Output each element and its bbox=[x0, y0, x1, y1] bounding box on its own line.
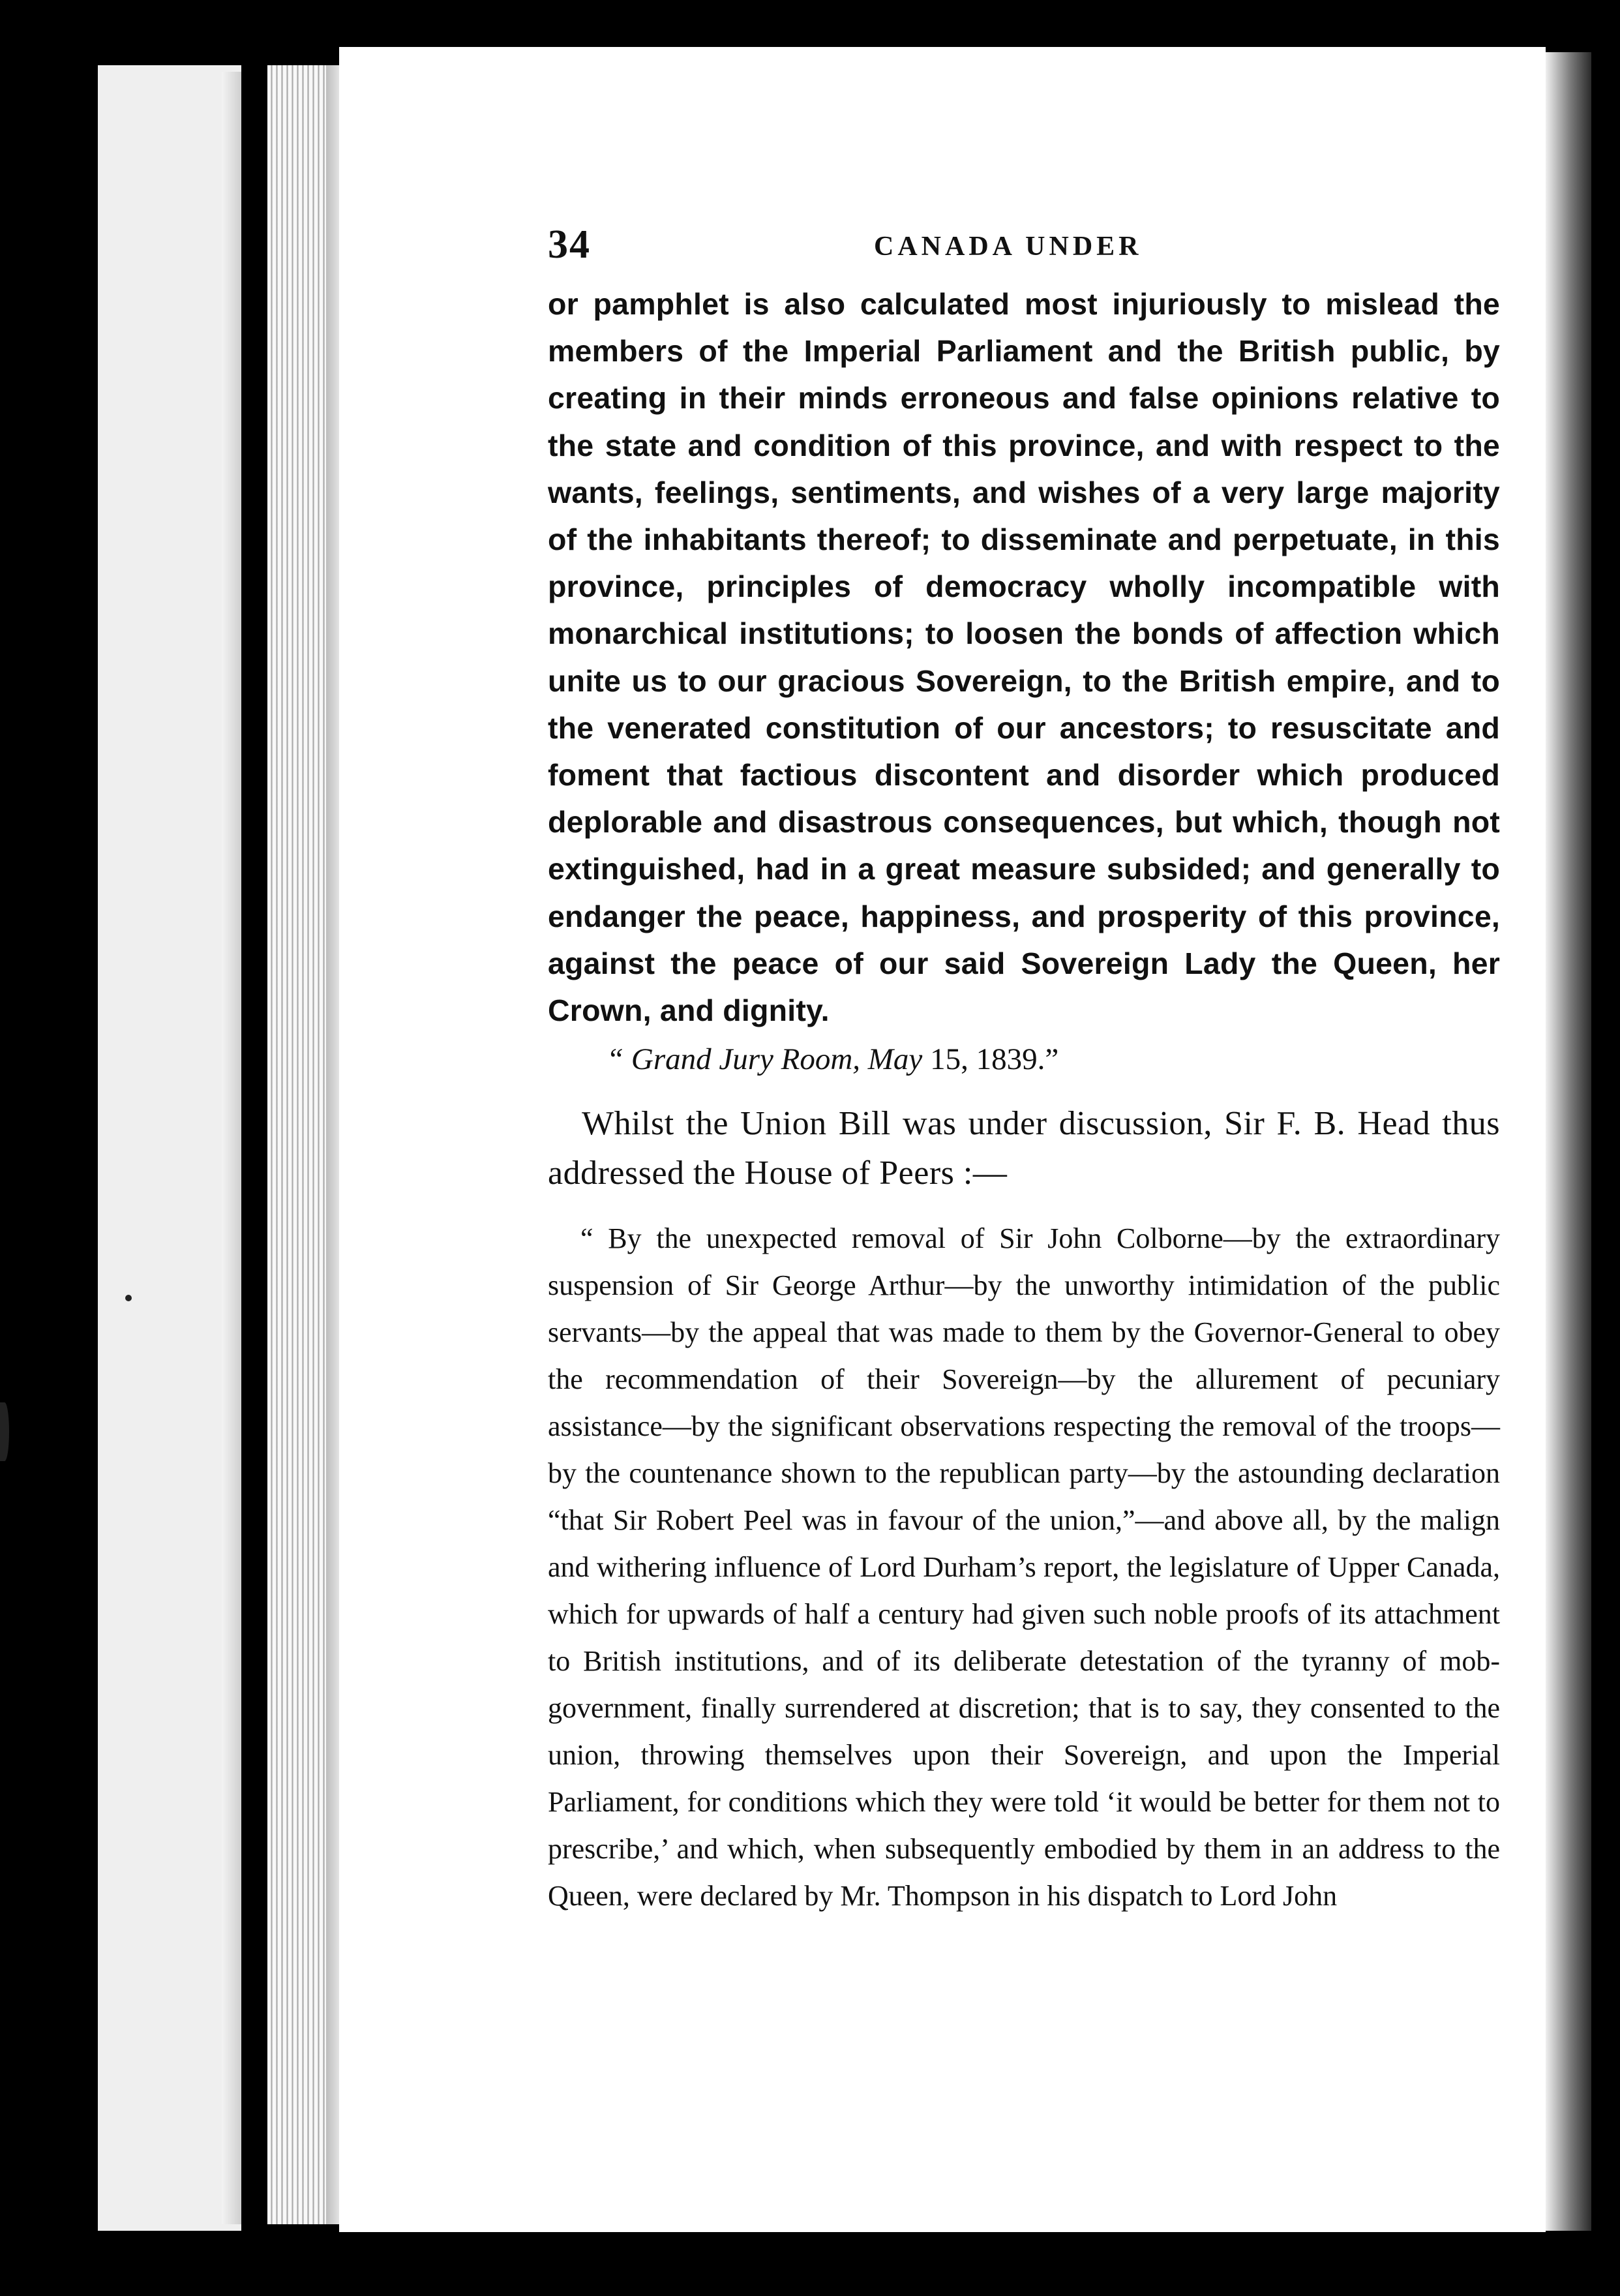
page-content bbox=[548, 222, 1500, 1920]
right-edge-shadow bbox=[1546, 52, 1591, 2231]
left-page-shadow bbox=[222, 72, 241, 2224]
page-number: 34 bbox=[548, 222, 591, 267]
signoff-place: “ Grand Jury Room, May bbox=[607, 1042, 923, 1077]
page-header bbox=[548, 222, 1500, 280]
running-head: CANADA UNDER bbox=[874, 232, 1143, 262]
quoted-speech: “ By the unexpected removal of Sir John Colborne—by the extraordinary suspension of Sir George Arthur—by the unworthy intimidation of the public servants—by the appeal that was made to them by the Governor-General to obey the recommendation of their Sovereign—by the allurement of pecuniary assistance—by the significant observations respecting the removal of the troops—by the countenance shown to the republican party—by the astounding declaration “that Sir Robert Peel was in favour of the union,”—and above all, by the malign and withering influence of Lord Durham’s report, the legislature of Upper Canada, which for upwards of half a century had given such noble proofs of its attachment to British institutions, and of its deliberate detestation of the tyranny of mob-government, finally surrendered at discretion; that is to say, they consented to the union, throwing themselves upon their Sovereign, and upon the Imperial Parliament, for conditions which they were told ‘it would be better for them not to prescribe,’ and which, when subsequently embodied by them in an address to the Queen, were declared by Mr. Thompson in his dispatch to Lord John bbox=[548, 1222, 1500, 1912]
signoff-date: 15, 1839.” bbox=[930, 1042, 1059, 1077]
scan-speck bbox=[0, 1402, 9, 1461]
signoff-line bbox=[548, 1035, 1500, 1083]
continuation-paragraph: or pamphlet is also calculated most injuriously to mislead the members of the Imperial Parliament and the British public, by creating in their minds erroneous and false opinions relative to the state and condition of this province, and with respect to the wants, feelings, sentiments, and wishes of a very large majority of the inhabitants thereof; to disseminate and perpetuate, in this province, principles of democracy wholly incompatible with monarchical institutions; to loosen the bonds of affection which unite us to our gracious Sovereign, to the British empire, and to the venerated constitution of our ancestors; to resuscitate and foment that factious discontent and disorder which produced deplorable and disastrous consequences, but which, though not extinguished, had in a great measure subsided; and generally to endanger the peace, happiness, and prosperity of this province, against the peace of our said Sovereign Lady the Queen, her Crown, and dignity. bbox=[548, 287, 1500, 1028]
scan-speck bbox=[125, 1295, 132, 1301]
left-page-margin bbox=[98, 65, 241, 2231]
lead-paragraph: Whilst the Union Bill was under discussion, Sir F. B. Head thus addressed the House of Peers :— bbox=[548, 1105, 1500, 1192]
